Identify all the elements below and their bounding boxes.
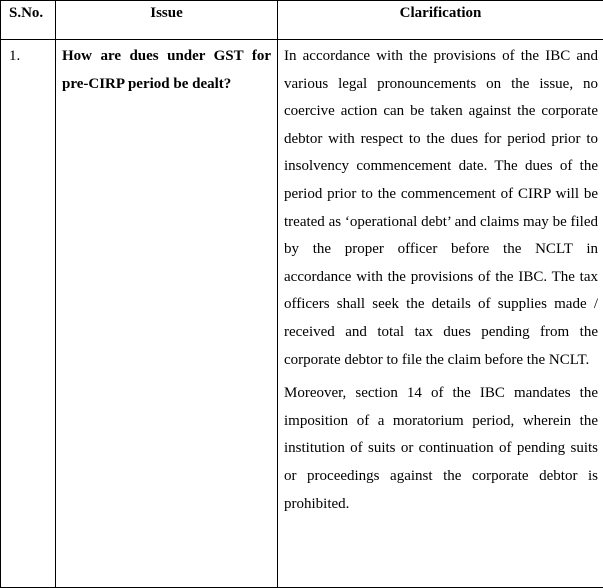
table-header	[1, 1, 603, 40]
header-clarification: Clarification	[278, 1, 603, 40]
header-row	[1, 1, 603, 40]
table-row	[1, 40, 603, 588]
row-issue: How are dues under GST for pre-CIRP period be dealt?	[56, 40, 278, 588]
header-sno: S.No.	[1, 1, 56, 40]
row-clarification	[278, 40, 603, 588]
row-sno: 1.	[1, 40, 56, 588]
clarification-paragraph: In accordance with the provisions of the IBC and various legal pronouncements on the issue, no coercive action can be taken against the corporate debtor with respect to the dues for period prior to insolvency commencement date. The dues of the period prior to the commencement of CIRP will be treated as ‘operational debt’ and claims may be filed by the proper officer before the NCLT in accordance with the provisions of the IBC. The tax officers shall seek the details of supplies made / received and total tax dues pending from the corporate debtor to file the claim before the NCLT.	[284, 43, 598, 374]
table-body	[1, 40, 603, 588]
header-issue: Issue	[56, 1, 278, 40]
clarification-paragraph: Moreover, section 14 of the IBC mandates the imposition of a moratorium period, wherein the institution of suits or continuation of pending suits or proceedings against the corporate debtor is prohibited.	[284, 380, 598, 518]
